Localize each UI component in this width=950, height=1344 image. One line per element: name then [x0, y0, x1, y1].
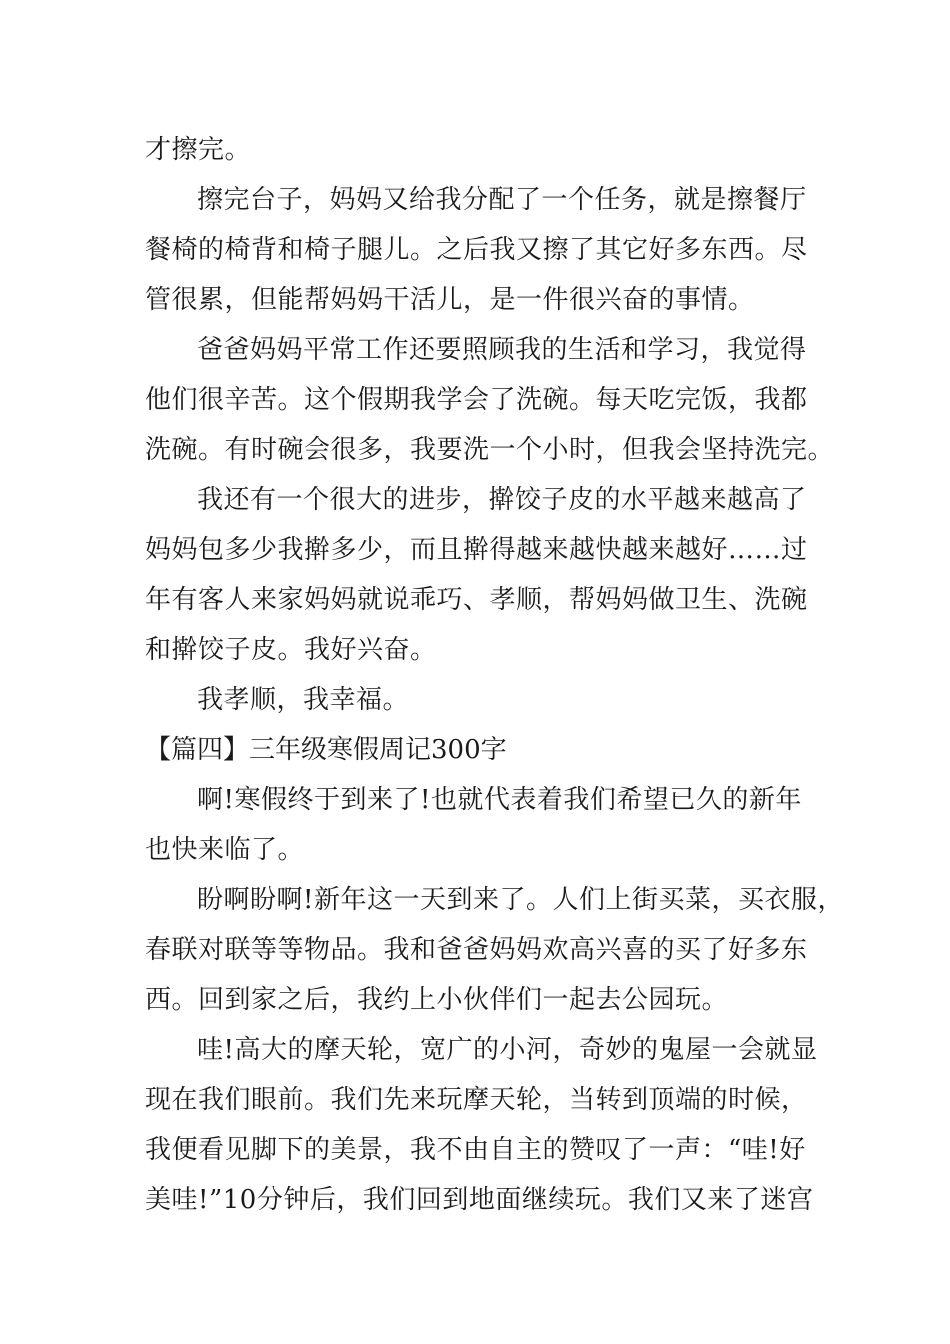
text-line: 餐椅的椅背和椅子腿儿。之后我又擦了其它好多东西。尽 — [145, 235, 808, 265]
text-line: 妈妈包多少我擀多少，而且擀得越来越快越来越好……过 — [145, 535, 808, 565]
text-line: 现在我们眼前。我们先来玩摩天轮，当转到顶端的时候， — [145, 1085, 808, 1115]
text-line: 春联对联等等物品。我和爸爸妈妈欢高兴喜的买了好多东 — [145, 935, 808, 965]
text-line: 他们很辛苦。这个假期我学会了洗碗。每天吃完饭，我都 — [145, 385, 808, 415]
paragraph-start-line: 我还有一个很大的进步，擀饺子皮的水平越来越高了 — [197, 485, 807, 515]
text-line: 才擦完。 — [145, 135, 252, 165]
text-line: 西。回到家之后，我约上小伙伴们一起去公园玩。 — [145, 985, 729, 1015]
text-line: 年有客人来家妈妈就说乖巧、孝顺，帮妈妈做卫生、洗碗 — [145, 585, 808, 615]
paragraph-start-line: 擦完台子，妈妈又给我分配了一个任务，就是擦餐厅 — [197, 185, 807, 215]
section-heading: 【篇四】三年级寒假周记300字 — [145, 735, 507, 765]
paragraph-start-line: 盼啊盼啊!新年这一天到来了。人们上街买菜，买衣服， — [197, 885, 844, 915]
text-line: 我便看见脚下的美景，我不由自主的赞叹了一声：“哇!好 — [145, 1135, 806, 1165]
text-line: 和擀饺子皮。我好兴奋。 — [145, 635, 437, 665]
paragraph-start-line: 哇!高大的摩天轮，宽广的小河，奇妙的鬼屋一会就显 — [197, 1035, 818, 1065]
paragraph-start-line: 啊!寒假终于到来了!也就代表着我们希望已久的新年 — [197, 785, 802, 815]
text-line: 美哇!”10分钟后，我们回到地面继续玩。我们又来了迷宫 — [145, 1185, 814, 1215]
paragraph-start-line: 我孝顺，我幸福。 — [197, 685, 410, 715]
text-line: 洗碗。有时碗会很多，我要洗一个小时，但我会坚持洗完。 — [145, 435, 835, 465]
paragraph-start-line: 爸爸妈妈平常工作还要照顾我的生活和学习，我觉得 — [197, 335, 807, 365]
text-line: 管很累，但能帮妈妈干活儿，是一件很兴奋的事情。 — [145, 285, 755, 315]
text-line: 也快来临了。 — [145, 835, 305, 865]
document-body — [145, 125, 844, 1225]
